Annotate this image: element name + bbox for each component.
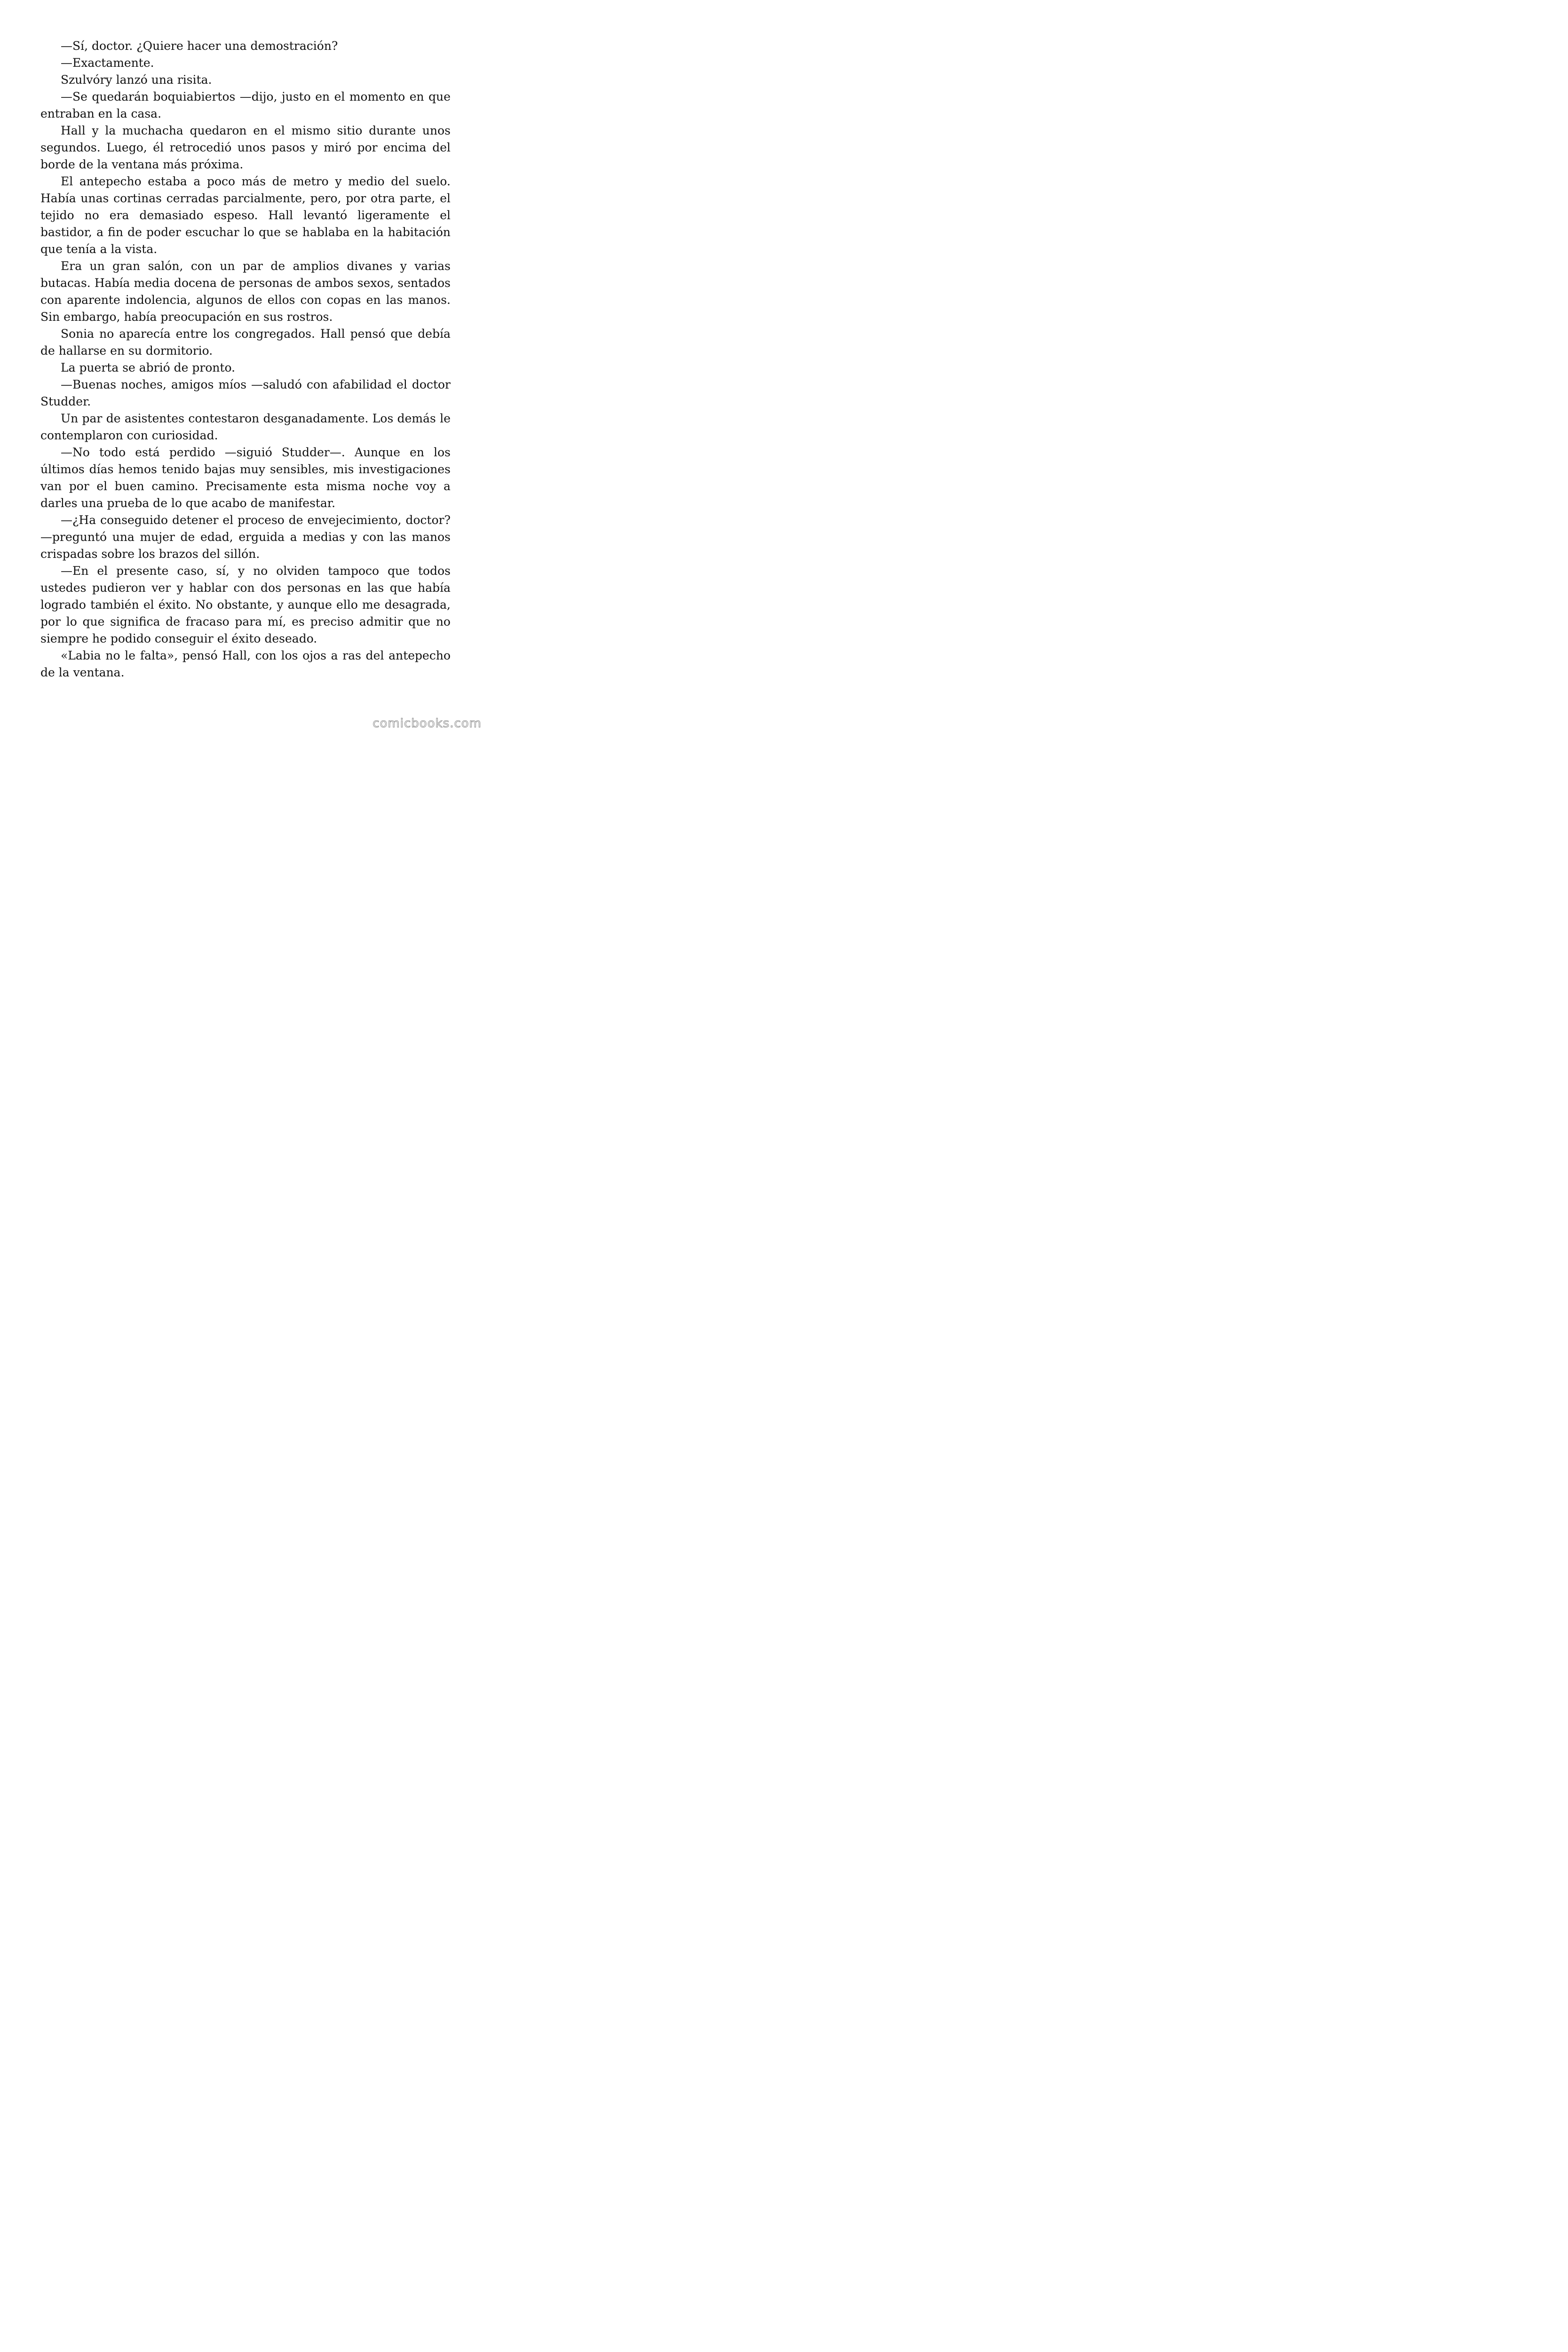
paragraph: El antepecho estaba a poco más de metro y medio del suelo. Había unas cortinas cerradas parcialmente, pero, por otra parte, el tejido no era demasiado espeso. Hall levantó ligeramente el bastidor, a fin de poder escuchar lo que se hablaba en la habitación que tenía a la vista. (40, 175, 451, 256)
paragraph: Szulvóry lanzó una risita. (61, 73, 212, 87)
paragraph: —¿Ha conseguido detener el proceso de envejecimiento, doctor? —preguntó una mujer de edad, erguida a medias y con las manos crispadas sobre los brazos del sillón. (40, 513, 451, 561)
paragraph: —Buenas noches, amigos míos —saludó con afabilidad el doctor Studder. (40, 378, 451, 408)
paragraph: Hall y la muchacha quedaron en el mismo sitio durante unos segundos. Luego, él retrocedió unos pasos y miró por encima del borde de la ventana más próxima. (40, 124, 451, 171)
paragraph: Sonia no aparecía entre los congregados. Hall pensó que debía de hallarse en su dormitorio. (40, 327, 451, 358)
paragraph: —Se quedarán boquiabiertos —dijo, justo en el momento en que entraban en la casa. (40, 90, 451, 120)
paragraph: Era un gran salón, con un par de amplios divanes y varias butacas. Había media docena de personas de ambos sexos, sentados con aparente indolencia, algunos de ellos con copas en las manos. Sin embargo, había preocupación en sus rostros. (40, 259, 451, 324)
paragraph: —No todo está perdido —siguió Studder—. Aunque en los últimos días hemos tenido bajas muy sensibles, mis investigaciones van por el buen camino. Precisamente esta misma noche voy a darles una prueba de lo que acabo de manifestar. (40, 445, 451, 510)
paragraph: —Exactamente. (61, 56, 154, 70)
page-text (40, 38, 451, 681)
paragraph: —Sí, doctor. ¿Quiere hacer una demostración? (61, 39, 338, 53)
paragraph: La puerta se abrió de pronto. (61, 361, 236, 374)
paragraph: «Labia no le falta», pensó Hall, con los ojos a ras del antepecho de la ventana. (40, 649, 451, 679)
paragraph: —En el presente caso, sí, y no olviden tampoco que todos ustedes pudieron ver y hablar con dos personas en las que había logrado también el éxito. No obstante, y aunque ello me desagrada, por lo que significa de fracaso para mí, es preciso admitir que no siempre he podido conseguir el éxito deseado. (40, 564, 451, 645)
paragraph: Un par de asistentes contestaron desganadamente. Los demás le contemplaron con curiosidad. (40, 412, 451, 442)
watermark: comicbooks.com (372, 716, 482, 731)
